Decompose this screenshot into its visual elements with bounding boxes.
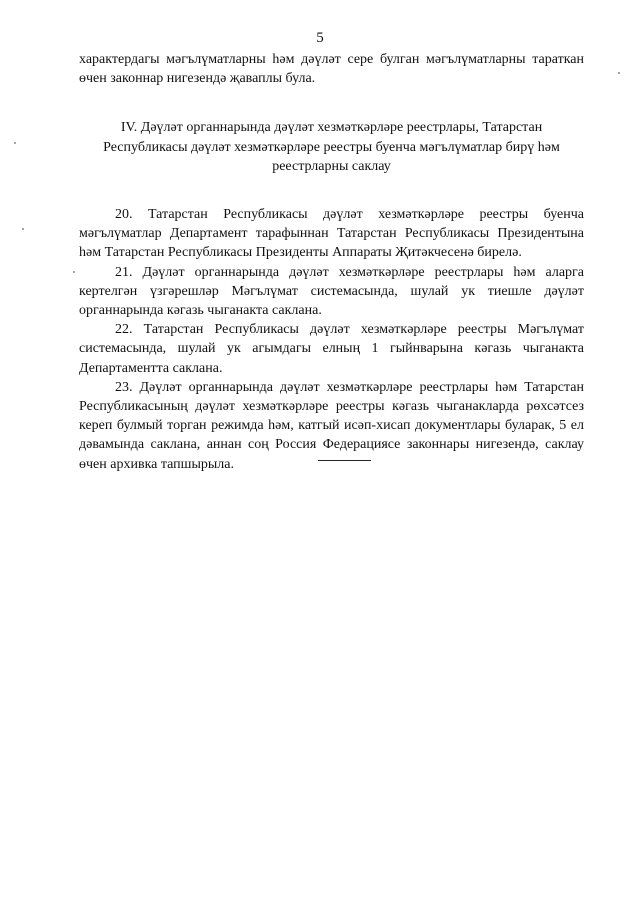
- scan-speck: [618, 72, 620, 74]
- document-body: [79, 50, 584, 474]
- paragraph-23: 23. Дәүләт органнарында дәүләт хезмәткәрләре реестрлары һәм Татарстан Республикасының дәүләт хезмәткәрләре реестры кәгазь чыганакларда рөхсәтсез кереп булмый торган режимда һәм, катгый исәп-хисап документлары буларак, 5 ел дәвамында саклана, аннан соң Россия Федерациясе законнары нигезендә, саклау өчен архивка тапшырыла.: [79, 379, 584, 472]
- scan-speck: [14, 142, 16, 144]
- paragraph-22: 22. Татарстан Республикасы дәүләт хезмәткәрләре реестры Мәгълүмат системасында, шулай ук агымдагы елның 1 гыйнварына кәгазь чыганакта Департаментта саклана.: [79, 322, 584, 376]
- paragraph-21: 21. Дәүләт органнарында дәүләт хезмәткәрләре реестрлары һәм аларга кертелгән үзгәрешләр Мәгълүмат системасында, шулай ук тиешле дәүләт органнарында кәгазь чыганакта саклана.: [79, 264, 584, 319]
- paragraph-20: 20. Татарстан Республикасы дәүләт хезмәткәрләре реестры буенча мәгълүматлар Департамент тарафыннан Татарстан Республикасы Президентына һәм Татарстан Республикасы Президенты Аппараты Җитәкчесенә бирелә.: [79, 207, 584, 261]
- section-heading: IV. Дәүләт органнарында дәүләт хезмәткәрләре реестрлары, Татарстан Республикасы дәүләт хезмәткәрләре реестры буенча мәгълүматлар бирү һәм реестрларны саклау: [103, 120, 560, 174]
- intro-paragraph: характердагы мәгълүматларны һәм дәүләт сере булган мәгълүматларны тараткан өчен законнар нигезендә җаваплы була.: [79, 52, 584, 87]
- scan-speck: [22, 228, 24, 230]
- scan-speck: [73, 271, 75, 273]
- end-of-text-rule: [318, 460, 371, 461]
- page-number: 5: [316, 30, 324, 46]
